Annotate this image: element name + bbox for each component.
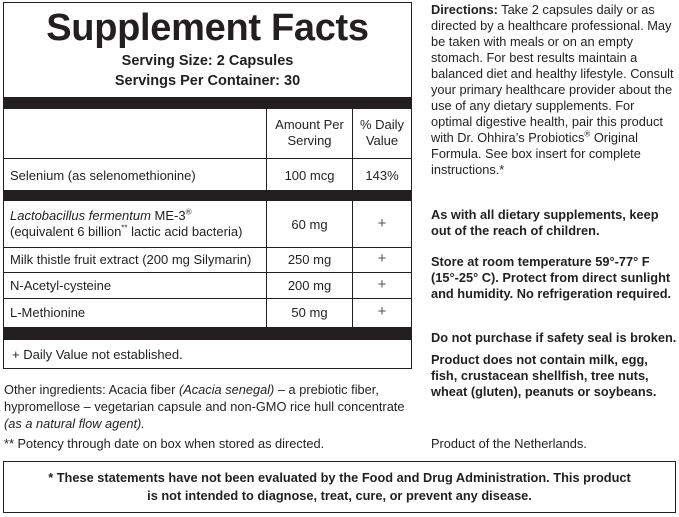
directions: Directions: Take 2 capsules daily or as directed by a healthcare professional. May be taken with meals or on an empty stomach. For best results maintain a balanced diet and healthy lifestyle. Consult your primary healthcare provider about the use of any dietary supplements. For optimal digestive health, pair this product with Dr. Ohhira’s Probiotics® Original Formula. See box insert for complete instructions.* bbox=[431, 2, 674, 177]
amount-header: Amount Per Serving bbox=[275, 117, 344, 148]
thick-divider bbox=[4, 190, 411, 201]
potency-note: ** Potency through date on box when stored as directed. bbox=[4, 436, 325, 451]
nutrient-name: Milk thistle fruit extract (200 mg Silymarin) bbox=[10, 252, 252, 267]
thick-divider bbox=[4, 97, 411, 109]
nutrient-amount: 60 mg bbox=[291, 217, 328, 232]
divider bbox=[4, 272, 411, 273]
allergen-statement: Product does not contain milk, egg, fish, crustacean shellfish, tree nuts, wheat (gluten), peanuts or soybeans. bbox=[431, 352, 657, 399]
divider bbox=[4, 298, 411, 299]
facts-title: Supplement Facts bbox=[46, 7, 369, 49]
nutrient-name: L-Methionine bbox=[10, 305, 86, 320]
safety-seal-warning: Do not purchase if safety seal is broken. bbox=[431, 330, 677, 345]
storage-instructions: Store at room temperature 59°-77° F (15°-25° C). Protect from direct sunlight and humidity. No refrigeration required. bbox=[431, 254, 672, 301]
fda-disclaimer: * These statements have not been evaluated by the Food and Drug Administration. This product is not intended to diagnose, treat, cure, or prevent any disease. bbox=[3, 461, 676, 513]
divider bbox=[4, 247, 411, 248]
supplement-facts-panel bbox=[3, 2, 412, 369]
column-divider bbox=[352, 109, 353, 327]
nutrient-dv: 143% bbox=[365, 168, 399, 183]
nutrient-amount: 200 mg bbox=[287, 278, 332, 293]
other-ingredients: Other ingredients: Acacia fiber (Acacia senegal) – a prebiotic fiber, hypromellose – vegetarian capsule and non-GMO rice hull concentrate (as a natural flow agent). bbox=[4, 382, 405, 431]
divider bbox=[4, 158, 411, 159]
servings-per-container: Servings Per Container: 30 bbox=[114, 73, 301, 89]
daily-value-header: % Daily Value bbox=[359, 117, 405, 148]
keep-out-warning: As with all dietary supplements, keep out of the reach of children. bbox=[431, 207, 659, 238]
nutrient-amount: 100 mcg bbox=[284, 168, 335, 183]
thick-divider bbox=[4, 327, 411, 340]
nutrient-name: N-Acetyl-cysteine bbox=[10, 278, 112, 293]
nutrient-name: Lactobacillus fermentum ME-3® (equivalent 6 billion** lactic acid bacteria) bbox=[10, 207, 243, 239]
nutrient-dv: + bbox=[377, 276, 387, 293]
daily-value-footnote: + Daily Value not established. bbox=[12, 347, 183, 362]
nutrient-dv: + bbox=[377, 215, 387, 232]
nutrient-amount: 50 mg bbox=[291, 305, 328, 320]
nutrient-amount: 250 mg bbox=[287, 252, 332, 267]
column-divider bbox=[266, 109, 267, 327]
serving-size: Serving Size: 2 Capsules bbox=[121, 53, 294, 69]
nutrient-name: Selenium (as selenomethionine) bbox=[10, 168, 196, 183]
product-origin: Product of the Netherlands. bbox=[431, 436, 587, 451]
nutrient-dv: + bbox=[377, 250, 387, 267]
nutrient-dv: + bbox=[377, 303, 387, 320]
